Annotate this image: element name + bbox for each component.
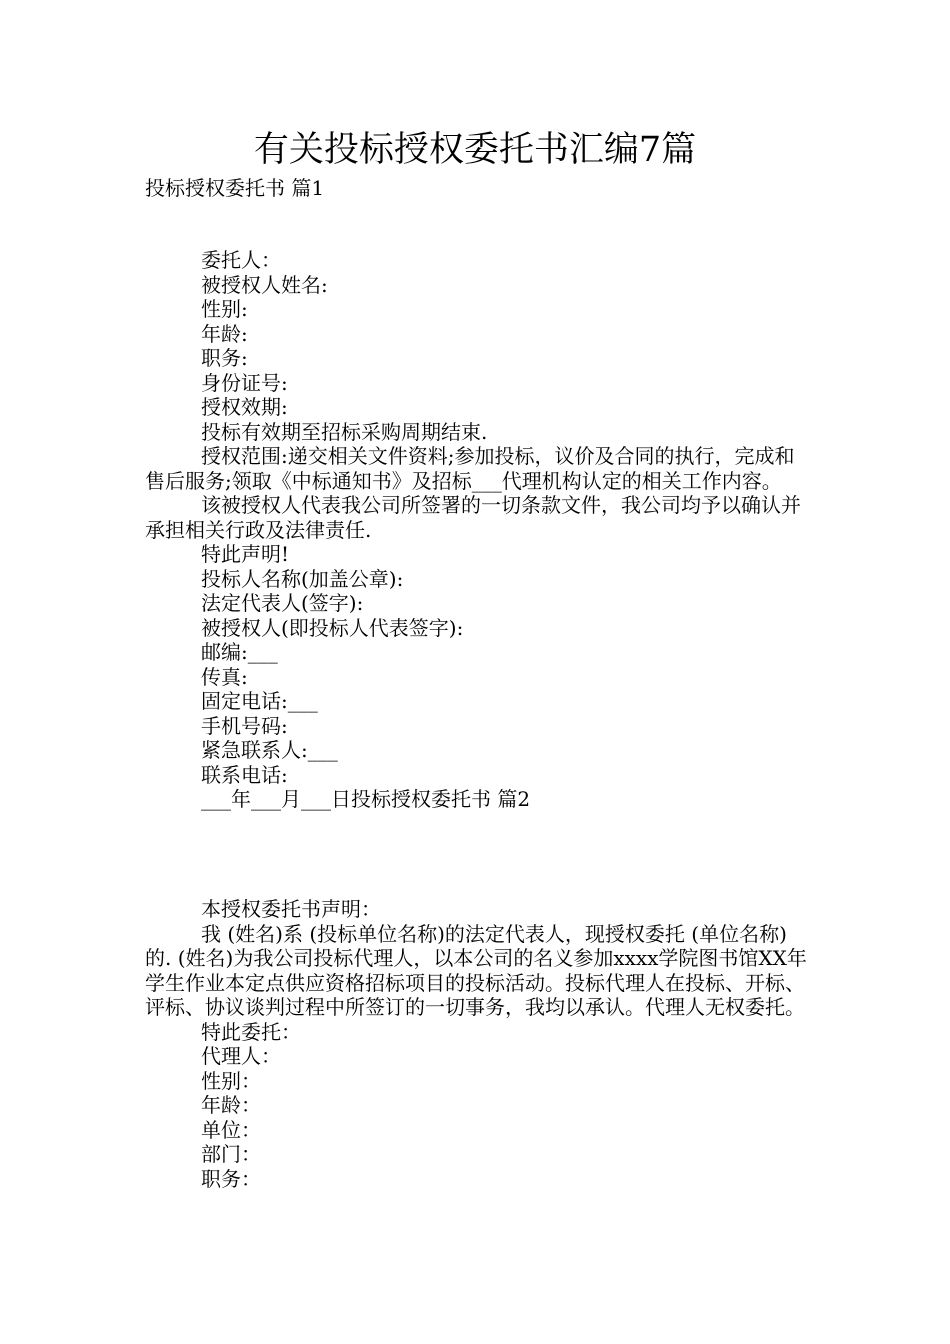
section1-heading: 投标授权委托书 篇1 bbox=[145, 176, 325, 200]
line-fax: 传真: bbox=[201, 664, 248, 689]
line-agent-position: 职务： bbox=[201, 1166, 261, 1191]
line-bid-validity: 投标有效期至招标采购周期结束. bbox=[201, 419, 488, 444]
line-age: 年龄: bbox=[201, 321, 248, 346]
line-id-number: 身份证号: bbox=[201, 370, 288, 395]
line-agent-department: 部门： bbox=[201, 1142, 261, 1166]
line-agent-age: 年龄： bbox=[201, 1093, 261, 1117]
line-authorized-sign: 被授权人(即投标人代表签字): bbox=[201, 615, 464, 640]
line-emergency-contact: 紧急联系人:___ bbox=[201, 738, 338, 762]
line-agent: 代理人： bbox=[201, 1044, 281, 1068]
line-hereby-entrust: 特此委托： bbox=[201, 1019, 301, 1044]
line-contact-phone: 联系电话: bbox=[201, 762, 288, 787]
line-authorized-name: 被授权人姓名: bbox=[201, 272, 328, 297]
line-mobile: 手机号码: bbox=[201, 713, 288, 738]
line-declaration: 特此声明! bbox=[201, 542, 290, 566]
section2-body bbox=[145, 897, 810, 1191]
line-agent-unit: 单位： bbox=[201, 1117, 261, 1142]
line-bidder-name: 投标人名称(加盖公章): bbox=[201, 566, 404, 591]
line-agent-gender: 性别： bbox=[201, 1068, 261, 1093]
line-statement: 本授权委托书声明： bbox=[201, 897, 381, 921]
line-legal-rep: 法定代表人(签字): bbox=[201, 591, 364, 615]
line-landline: 固定电话:___ bbox=[201, 689, 318, 713]
paragraph-confirmation: 该被授权人代表我公司所签署的一切条款文件，我公司均予以确认并承担相关行政及法律责任. bbox=[145, 493, 801, 542]
line-position: 职务: bbox=[201, 346, 248, 370]
line-postcode: 邮编:___ bbox=[201, 640, 278, 664]
line-validity: 授权效期: bbox=[201, 395, 288, 419]
section1-body bbox=[145, 248, 810, 812]
paragraph-authorization: 我 (姓名)系 (投标单位名称)的法定代表人，现授权委托 (单位名称)的. (姓名)为我公司投标代理人，以本公司的名义参加xxxx学院图书馆XX年学生作业本定点供应资格招标项目的投标活动。投标代理人在投标、开标、评标、协议谈判过程中所签订的一切事务，我均以承认。代理人无权委托。 bbox=[145, 921, 807, 1019]
document-title: 有关投标授权委托书汇编7篇 bbox=[253, 130, 697, 170]
paragraph-scope: 授权范围:递交相关文件资料;参加投标，议价及合同的执行，完成和售后服务;领取《中标通知书》及招标___代理机构认定的相关工作内容。 bbox=[145, 444, 795, 493]
line-gender: 性别: bbox=[201, 297, 248, 321]
line-entrustor: 委托人： bbox=[201, 248, 281, 272]
line-date-section2-heading: ___年___月___日投标授权委托书 篇2 bbox=[201, 787, 531, 811]
